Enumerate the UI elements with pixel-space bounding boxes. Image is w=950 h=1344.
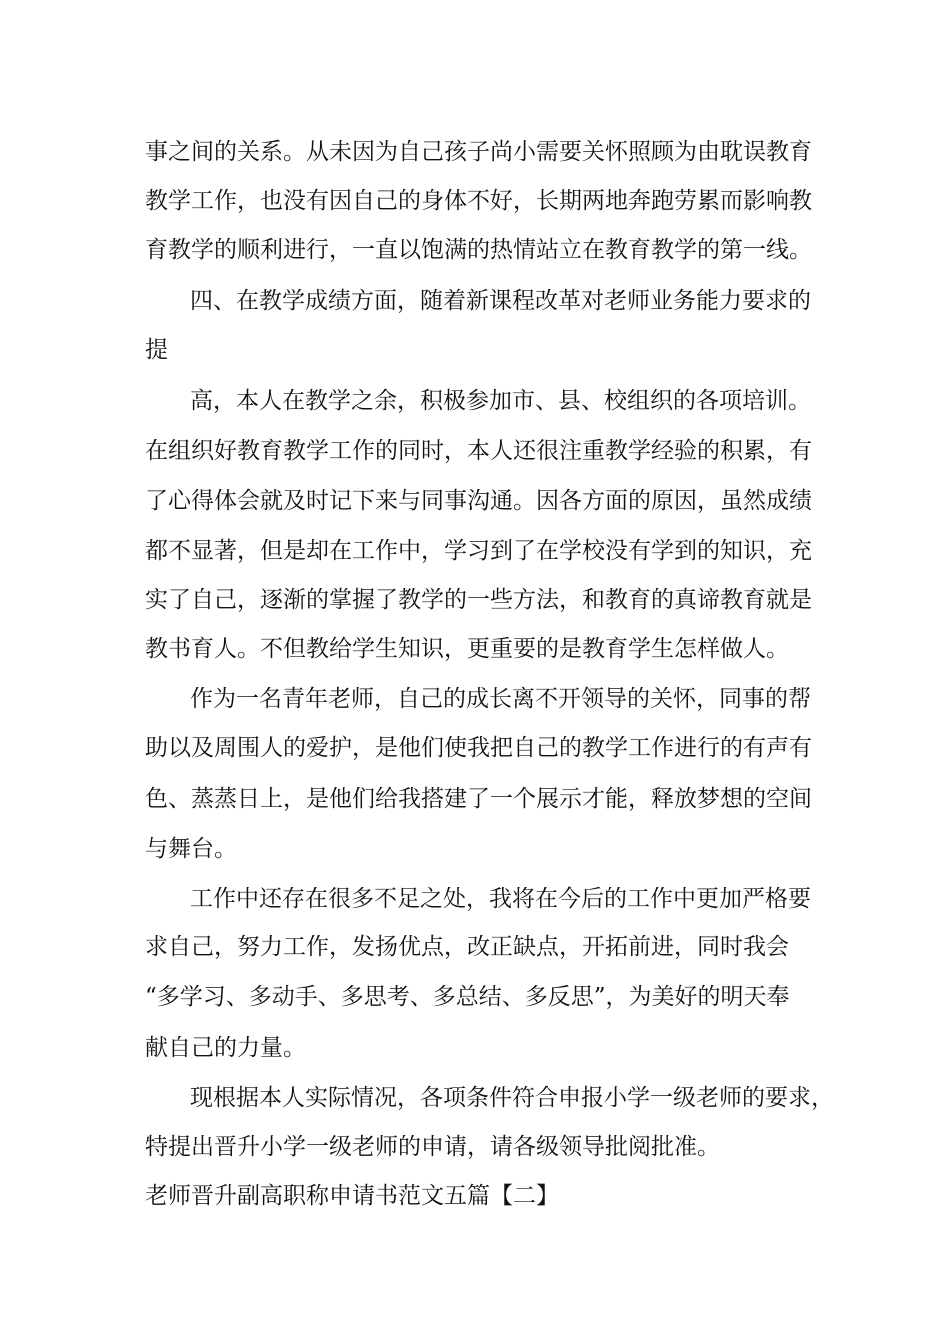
text-line: 特提出晋升小学一级老师的申请，请各级领导批阅批准。 bbox=[145, 1134, 720, 1160]
text-line: 了心得体会就及时记下来与同事沟通。因各方面的原因，虽然成绩 bbox=[145, 488, 812, 514]
text-line: 求自己，努力工作，发扬优点，改正缺点，开拓前进，同时我会 bbox=[145, 934, 789, 960]
text-line: 在组织好教育教学工作的同时，本人还很注重教学经验的积累，有 bbox=[145, 438, 812, 464]
text-line: 提 bbox=[145, 337, 168, 363]
text-line: 教书育人。不但教给学生知识，更重要的是教育学生怎样做人。 bbox=[145, 636, 789, 662]
text-line: 教学工作，也没有因自己的身体不好，长期两地奔跑劳累而影响教 bbox=[145, 188, 812, 214]
text-line: 四、在教学成绩方面，随着新课程改革对老师业务能力要求的 bbox=[190, 288, 811, 314]
text-line: 色、蒸蒸日上，是他们给我搭建了一个展示才能，释放梦想的空间 bbox=[145, 786, 812, 812]
text-line: 都不显著，但是却在工作中，学习到了在学校没有学到的知识，充 bbox=[145, 538, 812, 564]
text-line: “多学习、多动手、多思考、多总结、多反思”，为美好的明天奉 bbox=[145, 984, 790, 1010]
text-line: 与舞台。 bbox=[145, 836, 237, 862]
text-line: 工作中还存在很多不足之处，我将在今后的工作中更加严格要 bbox=[190, 886, 811, 912]
text-line: 作为一名青年老师，自己的成长离不开领导的关怀，同事的帮 bbox=[190, 686, 811, 712]
text-line: 育教学的顺利进行，一直以饱满的热情站立在教育教学的第一线。 bbox=[145, 237, 812, 263]
text-line: 高，本人在教学之余，积极参加市、县、校组织的各项培训。 bbox=[190, 388, 811, 414]
text-line: 助以及周围人的爱护，是他们使我把自己的教学工作进行的有声有 bbox=[145, 735, 812, 761]
text-line: 献自己的力量。 bbox=[145, 1035, 306, 1061]
section-heading: 老师晋升副高职称申请书范文五篇【二】 bbox=[145, 1183, 559, 1209]
text-line: 事之间的关系。从未因为自己孩子尚小需要关怀照顾为由耽误教育 bbox=[145, 139, 812, 165]
text-line: 实了自己，逐渐的掌握了教学的一些方法，和教育的真谛教育就是 bbox=[145, 587, 812, 613]
text-line: 现根据本人实际情况，各项条件符合申报小学一级老师的要求， bbox=[190, 1085, 834, 1111]
